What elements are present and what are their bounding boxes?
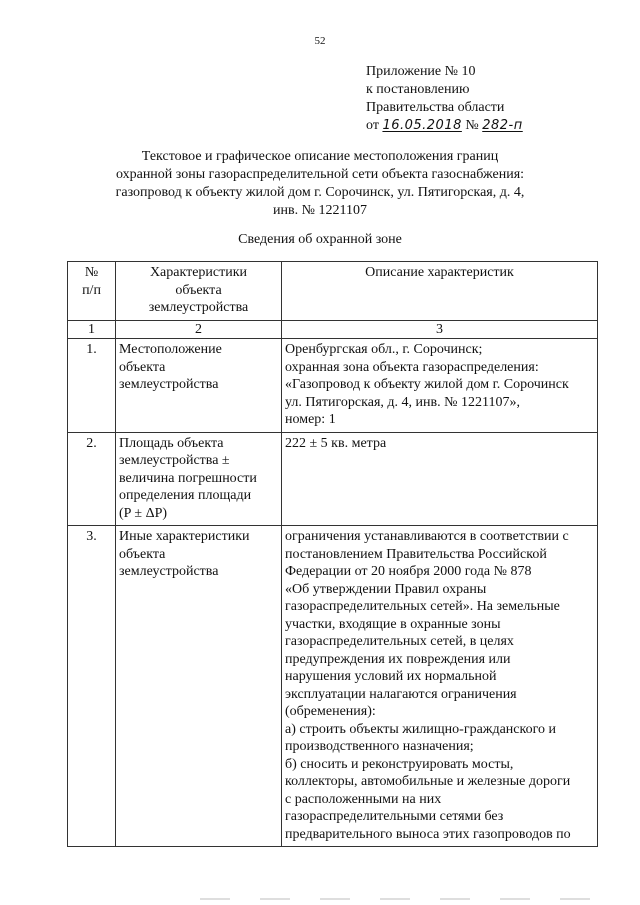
row-description: 222 ± 5 кв. метра — [282, 432, 598, 526]
document-title — [60, 148, 580, 220]
table-row-3 — [68, 526, 598, 847]
appendix-date-line — [366, 117, 616, 135]
row-number: 2. — [68, 432, 116, 526]
page-number: 52 — [314, 35, 326, 47]
handwritten-number: 282-п — [482, 118, 523, 133]
title-line-4: инв. № 1221107 — [273, 203, 367, 218]
title-line-2: охранной зоны газораспределительной сети объекта газоснабжения: — [115, 167, 525, 182]
date-prefix: от — [366, 118, 379, 133]
row-description: Оренбургская обл., г. Сорочинск; охранная зона объекта газораспределения: «Газопровод к объекту жилой дом г. Сорочинск ул. Пятигорская, д. 4, инв. № 1221107», номер: 1 — [282, 339, 598, 433]
row-number: 3. — [68, 526, 116, 847]
title-line-1: Текстовое и графическое описание местоположения границ — [141, 149, 499, 164]
row-characteristic: Иные характеристики объекта землеустройства — [116, 526, 282, 847]
column-number-1: 1 — [68, 320, 116, 339]
row-number: 1. — [68, 339, 116, 433]
table-row-1 — [68, 339, 598, 433]
title-line-3: газопровод к объекту жилой дом г. Сорочинск, ул. Пятигорская, д. 4, — [115, 185, 525, 200]
row-description: ограничения устанавливаются в соответствии с постановлением Правительства Российской Федерации от 20 ноября 2000 года № 878 «Об утверждении Правил охраны газораспределительных сетей». На земельные участки, входящие в охранные зоны газораспределительных сетей, в целях предупреждения их повреждения или нарушения условий их нормальной эксплуатации налагаются ограничения (обременения): а) строить объекты жилищно-гражданского и производственного назначения; б) сносить и реконструировать мосты, коллекторы, автомобильные и железные дороги с расположенными на них газораспределительными сетями без предварительного выноса этих газопроводов по — [282, 526, 598, 847]
header-characteristic: Характеристики объекта землеустройства — [116, 262, 282, 321]
column-number-2: 2 — [116, 320, 282, 339]
section-title: Сведения об охранной зоне — [238, 232, 402, 247]
header-num: № п/п — [68, 262, 116, 321]
column-number-3: 3 — [282, 320, 598, 339]
appendix-block — [366, 63, 616, 135]
appendix-line-3: Правительства области — [366, 100, 505, 115]
table-row-2 — [68, 432, 598, 526]
row-characteristic: Площадь объекта землеустройства ± величина погрешности определения площади (P ± ΔP) — [116, 432, 282, 526]
header-description: Описание характеристик — [282, 262, 598, 321]
page-edge-artifact — [200, 898, 600, 900]
zone-info-table — [67, 261, 598, 847]
table-header-row — [68, 262, 598, 321]
column-number-row — [68, 320, 598, 339]
handwritten-date: 16.05.2018 — [382, 118, 462, 133]
number-prefix: № — [465, 118, 479, 133]
appendix-line-2: к постановлению — [366, 82, 470, 97]
row-characteristic: Местоположение объекта землеустройства — [116, 339, 282, 433]
appendix-line-1: Приложение № 10 — [366, 64, 476, 79]
